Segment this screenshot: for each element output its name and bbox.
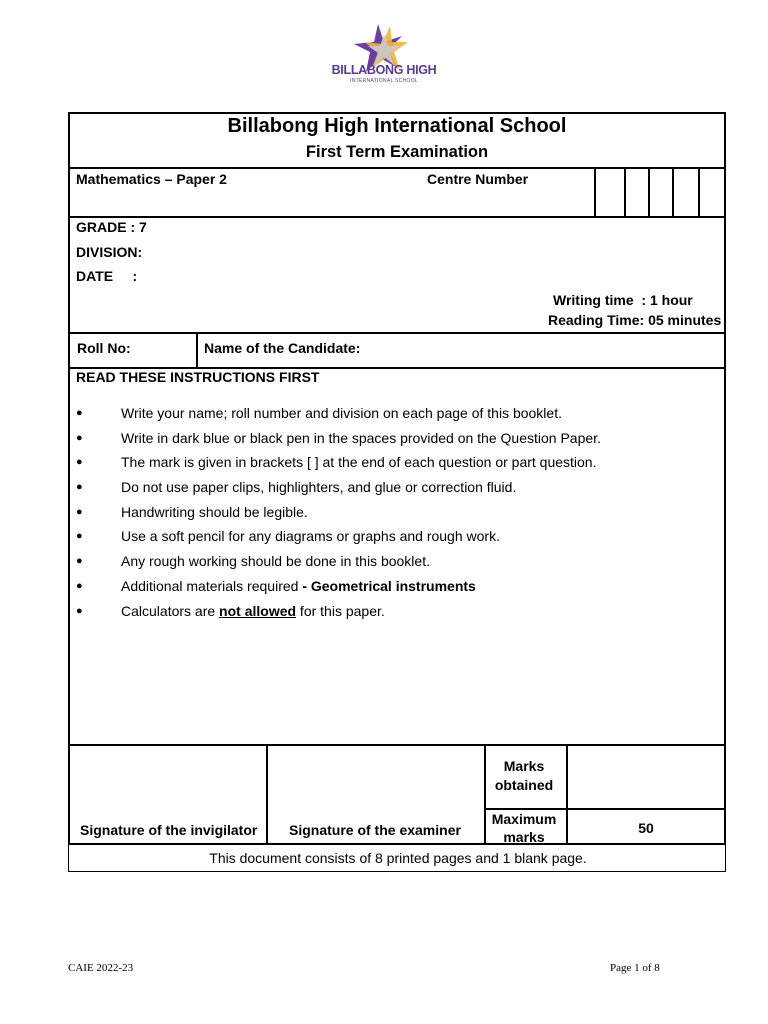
bullet-icon: ● bbox=[76, 530, 83, 543]
maximum-marks-label: Maximum marks bbox=[491, 811, 557, 845]
subject-label: Mathematics – Paper 2 bbox=[76, 171, 227, 187]
list-item: ● Write in dark blue or black pen in the spaces provided on the Question Paper. bbox=[76, 429, 601, 446]
list-item: ● Do not use paper clips, highlighters, and glue or correction fluid. bbox=[76, 479, 517, 496]
list-item: ● Additional materials required - Geometrical instruments bbox=[76, 577, 476, 594]
centre-number-label: Centre Number bbox=[427, 171, 529, 187]
instructions-list bbox=[76, 403, 716, 625]
list-item: ● Any rough working should be done in this booklet. bbox=[76, 553, 430, 570]
bullet-icon: ● bbox=[76, 481, 83, 494]
list-item: ● Write your name; roll number and division on each page of this booklet. bbox=[76, 405, 562, 421]
bullet-icon: ● bbox=[76, 505, 83, 518]
bullet-icon: ● bbox=[76, 456, 83, 469]
instructions-heading: READ THESE INSTRUCTIONS FIRST bbox=[76, 369, 320, 385]
exam-title: First Term Examination bbox=[305, 143, 489, 161]
reading-time: Reading Time: 05 minutes bbox=[548, 312, 722, 328]
bullet-icon: ● bbox=[76, 431, 83, 444]
logo-subtitle: INTERNATIONAL SCHOOL bbox=[350, 78, 418, 84]
footer-code: CAIE 2022-23 bbox=[68, 962, 134, 974]
writing-time: Writing time : 1 hour bbox=[553, 292, 693, 308]
grade-label: GRADE : 7 bbox=[76, 219, 147, 235]
candidate-name-label: Name of the Candidate: bbox=[204, 340, 361, 356]
bullet-icon: ● bbox=[76, 407, 83, 419]
roll-no-label: Roll No: bbox=[77, 340, 131, 356]
list-item: ● The mark is given in brackets [ ] at the end of each question or part question. bbox=[76, 454, 597, 471]
bullet-icon: ● bbox=[76, 555, 83, 568]
list-item: ● Calculators are not allowed for this paper. bbox=[76, 602, 385, 619]
school-name: Billabong High International School bbox=[227, 115, 567, 137]
date-label: DATE : bbox=[76, 268, 138, 284]
division-label: DIVISION: bbox=[76, 244, 143, 260]
maximum-marks-value: 50 bbox=[638, 820, 654, 836]
bullet-icon: ● bbox=[76, 604, 83, 617]
examiner-signature-label: Signature of the examiner bbox=[289, 822, 461, 838]
bullet-icon: ● bbox=[76, 579, 83, 592]
list-item: ● Use a soft pencil for any diagrams or graphs and rough work. bbox=[76, 528, 500, 545]
invigilator-signature-label: Signature of the invigilator bbox=[80, 822, 258, 838]
page-count-note: This document consists of 8 printed pages and 1 blank page. bbox=[209, 850, 587, 866]
page-number: Page 1 of 8 bbox=[610, 962, 660, 974]
marks-obtained-label: Marks obtained bbox=[494, 758, 554, 793]
logo-wordmark: BILLABONG HIGH bbox=[331, 63, 437, 77]
list-item: ● Handwriting should be legible. bbox=[76, 503, 308, 520]
